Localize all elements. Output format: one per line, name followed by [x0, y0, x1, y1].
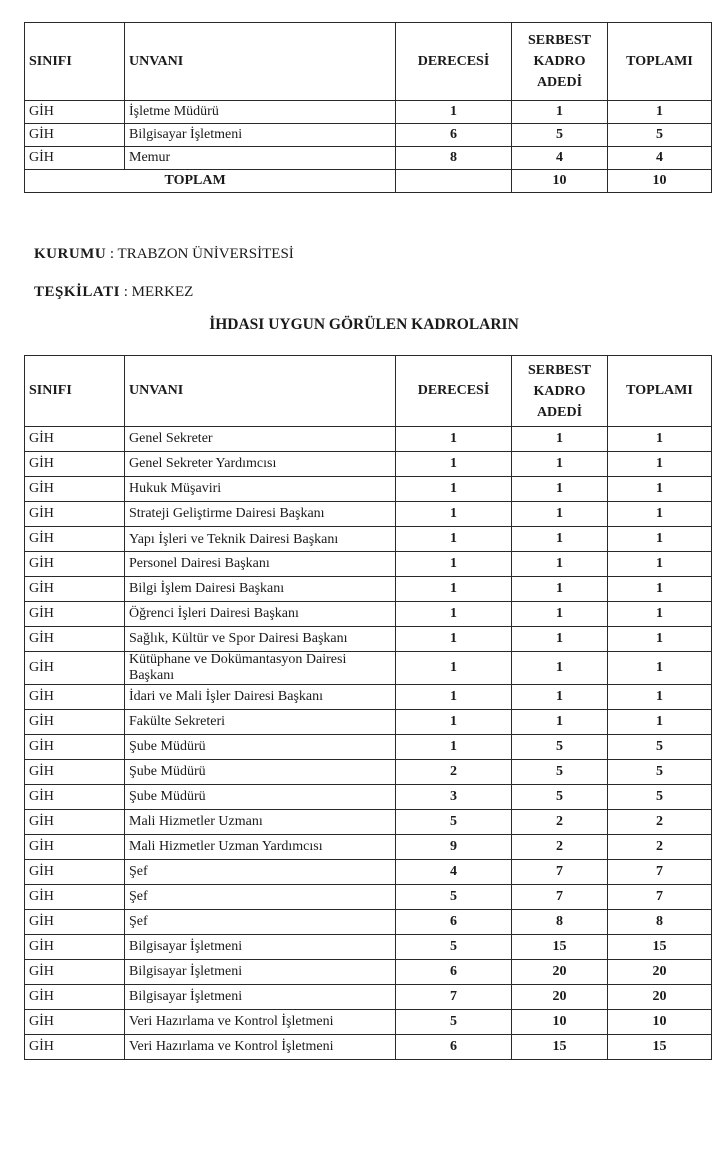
- cell-sinifi: GİH: [25, 735, 125, 760]
- section-heading: İHDASI UYGUN GÖRÜLEN KADROLARIN: [209, 316, 519, 333]
- cell-unvani: Genel Sekreter Yardımcısı: [125, 452, 396, 477]
- cell-derecesi: 7: [396, 985, 512, 1010]
- cell-toplami: 1: [608, 502, 712, 527]
- cell-sinifi: GİH: [25, 1010, 125, 1035]
- cell-sinifi: GİH: [25, 760, 125, 785]
- cell-toplami: 1: [608, 627, 712, 652]
- cell-sinifi: GİH: [25, 785, 125, 810]
- cell-derecesi: 1: [396, 477, 512, 502]
- cell-serbest-kadro: 1: [512, 452, 608, 477]
- organization-label: TEŞKİLATI: [34, 284, 120, 300]
- cell-toplami: 1: [608, 710, 712, 735]
- table-row: [25, 685, 712, 710]
- table-row: [25, 124, 712, 147]
- cell-serbest-kadro: 1: [512, 652, 608, 685]
- cell-unvani: Hukuk Müşaviri: [125, 477, 396, 502]
- table-row: [25, 810, 712, 835]
- cell-serbest-kadro: 5: [512, 124, 608, 147]
- cell-toplami: 1: [608, 452, 712, 477]
- cell-toplami: 1: [608, 477, 712, 502]
- cell-derecesi: 1: [396, 527, 512, 552]
- cell-unvani: Şef: [125, 910, 396, 935]
- total-serbest: 10: [512, 170, 608, 193]
- cell-derecesi: 5: [396, 935, 512, 960]
- header-sinifi: SINIFI: [25, 23, 125, 101]
- cell-serbest-kadro: 1: [512, 552, 608, 577]
- cell-serbest-kadro: 20: [512, 960, 608, 985]
- cell-unvani: Şef: [125, 860, 396, 885]
- cell-sinifi: GİH: [25, 627, 125, 652]
- institution-line: [34, 246, 294, 263]
- cell-serbest-kadro: 1: [512, 710, 608, 735]
- table-row: [25, 885, 712, 910]
- table-row: [25, 835, 712, 860]
- cell-sinifi: GİH: [25, 885, 125, 910]
- cell-sinifi: GİH: [25, 710, 125, 735]
- table-row: [25, 101, 712, 124]
- cell-serbest-kadro: 1: [512, 577, 608, 602]
- cell-serbest-kadro: 5: [512, 735, 608, 760]
- header-sinifi: SINIFI: [25, 356, 125, 427]
- cell-serbest-kadro: 1: [512, 627, 608, 652]
- header-toplami: TOPLAMI: [608, 356, 712, 427]
- cell-empty: [25, 170, 125, 193]
- table-row: [25, 1010, 712, 1035]
- table-header-row: [25, 356, 712, 427]
- cell-serbest-kadro: 7: [512, 885, 608, 910]
- cell-toplami: 1: [608, 577, 712, 602]
- organization-line: [34, 284, 193, 301]
- table-row: [25, 910, 712, 935]
- cell-toplami: 1: [608, 652, 712, 685]
- cell-toplami: 8: [608, 910, 712, 935]
- cell-sinifi: GİH: [25, 527, 125, 552]
- cell-toplami: 2: [608, 835, 712, 860]
- cell-derecesi: 6: [396, 1035, 512, 1060]
- cell-sinifi: GİH: [25, 101, 125, 124]
- table-row: [25, 552, 712, 577]
- header-derecesi: DERECESİ: [396, 356, 512, 427]
- cell-serbest-kadro: 1: [512, 427, 608, 452]
- cell-toplami: 1: [608, 427, 712, 452]
- cell-derecesi: 9: [396, 835, 512, 860]
- cell-unvani: Öğrenci İşleri Dairesi Başkanı: [125, 602, 396, 627]
- total-toplam: 10: [608, 170, 712, 193]
- cell-derecesi: 6: [396, 960, 512, 985]
- cell-serbest-kadro: 1: [512, 527, 608, 552]
- cell-unvani: Mali Hizmetler Uzmanı: [125, 810, 396, 835]
- cell-toplami: 5: [608, 735, 712, 760]
- cell-sinifi: GİH: [25, 452, 125, 477]
- cell-unvani: Şube Müdürü: [125, 735, 396, 760]
- cell-toplami: 10: [608, 1010, 712, 1035]
- cell-derecesi: 6: [396, 124, 512, 147]
- cell-derecesi: 1: [396, 552, 512, 577]
- cell-derecesi: 3: [396, 785, 512, 810]
- table-new-positions: [24, 355, 712, 1060]
- header-toplami: TOPLAMI: [608, 23, 712, 101]
- cell-unvani: Fakülte Sekreteri: [125, 710, 396, 735]
- cell-unvani: Memur: [125, 147, 396, 170]
- cell-serbest-kadro: 2: [512, 835, 608, 860]
- cell-sinifi: GİH: [25, 860, 125, 885]
- cell-unvani: Bilgisayar İşletmeni: [125, 124, 396, 147]
- cell-unvani: Strateji Geliştirme Dairesi Başkanı: [125, 502, 396, 527]
- table-row: [25, 985, 712, 1010]
- table-row: [25, 147, 712, 170]
- cell-serbest-kadro: 5: [512, 760, 608, 785]
- cell-unvani: Şube Müdürü: [125, 785, 396, 810]
- table-row: [25, 527, 712, 552]
- cell-unvani: Şef: [125, 885, 396, 910]
- header-unvani: UNVANI: [125, 356, 396, 427]
- header-derecesi: DERECESİ: [396, 23, 512, 101]
- cell-toplami: 20: [608, 960, 712, 985]
- cell-serbest-kadro: 15: [512, 1035, 608, 1060]
- cell-serbest-kadro: 15: [512, 935, 608, 960]
- cell-serbest-kadro: 2: [512, 810, 608, 835]
- cell-derecesi: 1: [396, 101, 512, 124]
- cell-sinifi: GİH: [25, 124, 125, 147]
- cell-serbest-kadro: 20: [512, 985, 608, 1010]
- institution-value: : TRABZON ÜNİVERSİTESİ: [109, 246, 294, 262]
- cell-serbest-kadro: 1: [512, 477, 608, 502]
- table-row: [25, 502, 712, 527]
- total-label: TOPLAM: [125, 170, 396, 193]
- cell-derecesi: 1: [396, 602, 512, 627]
- cell-toplami: 5: [608, 760, 712, 785]
- cell-sinifi: GİH: [25, 552, 125, 577]
- table-row: [25, 860, 712, 885]
- cell-derecesi: 5: [396, 885, 512, 910]
- cell-unvani: Veri Hazırlama ve Kontrol İşletmeni: [125, 1010, 396, 1035]
- cell-toplami: 2: [608, 810, 712, 835]
- cell-sinifi: GİH: [25, 960, 125, 985]
- cell-derecesi: 4: [396, 860, 512, 885]
- table-row: [25, 427, 712, 452]
- cell-toplami: 1: [608, 602, 712, 627]
- cell-unvani: Bilgisayar İşletmeni: [125, 985, 396, 1010]
- cell-toplami: 5: [608, 124, 712, 147]
- table-row: [25, 1035, 712, 1060]
- cell-derecesi: 1: [396, 685, 512, 710]
- table-row: [25, 935, 712, 960]
- cell-toplami: 5: [608, 785, 712, 810]
- cell-sinifi: GİH: [25, 935, 125, 960]
- cell-sinifi: GİH: [25, 835, 125, 860]
- table-row: [25, 652, 712, 685]
- table-row: [25, 452, 712, 477]
- cell-derecesi: 1: [396, 452, 512, 477]
- cell-derecesi: 1: [396, 427, 512, 452]
- cell-serbest-kadro: 5: [512, 785, 608, 810]
- table-row: [25, 960, 712, 985]
- cell-unvani: Bilgi İşlem Dairesi Başkanı: [125, 577, 396, 602]
- cell-derecesi: 8: [396, 147, 512, 170]
- cell-derecesi: 1: [396, 710, 512, 735]
- cell-derecesi: 1: [396, 627, 512, 652]
- cell-sinifi: GİH: [25, 427, 125, 452]
- cell-derecesi: 1: [396, 735, 512, 760]
- cell-empty: [396, 170, 512, 193]
- institution-label: KURUMU: [34, 246, 107, 262]
- cell-serbest-kadro: 7: [512, 860, 608, 885]
- cell-toplami: 7: [608, 860, 712, 885]
- table-row: [25, 602, 712, 627]
- cell-derecesi: 1: [396, 652, 512, 685]
- cell-derecesi: 1: [396, 577, 512, 602]
- table-row: [25, 710, 712, 735]
- header-serbest-kadro: SERBEST KADRO ADEDİ: [512, 356, 608, 427]
- cell-derecesi: 5: [396, 810, 512, 835]
- cell-unvani: Sağlık, Kültür ve Spor Dairesi Başkanı: [125, 627, 396, 652]
- cell-sinifi: GİH: [25, 985, 125, 1010]
- cell-serbest-kadro: 10: [512, 1010, 608, 1035]
- cell-unvani: İşletme Müdürü: [125, 101, 396, 124]
- cell-serbest-kadro: 1: [512, 502, 608, 527]
- cell-toplami: 1: [608, 552, 712, 577]
- cell-unvani: Bilgisayar İşletmeni: [125, 960, 396, 985]
- cell-sinifi: GİH: [25, 910, 125, 935]
- cell-sinifi: GİH: [25, 602, 125, 627]
- cell-derecesi: 5: [396, 1010, 512, 1035]
- cell-sinifi: GİH: [25, 810, 125, 835]
- table-row: [25, 627, 712, 652]
- organization-value: : MERKEZ: [123, 284, 194, 300]
- cell-toplami: 15: [608, 935, 712, 960]
- cell-sinifi: GİH: [25, 1035, 125, 1060]
- cell-serbest-kadro: 1: [512, 685, 608, 710]
- cell-unvani: Genel Sekreter: [125, 427, 396, 452]
- cell-sinifi: GİH: [25, 477, 125, 502]
- header-serbest-kadro: SERBEST KADRO ADEDİ: [512, 23, 608, 101]
- cell-toplami: 20: [608, 985, 712, 1010]
- cell-sinifi: GİH: [25, 685, 125, 710]
- table-row: [25, 785, 712, 810]
- cell-unvani: Kütüphane ve Dokümantasyon Dairesi Başkanı: [125, 652, 396, 685]
- header-unvani: UNVANI: [125, 23, 396, 101]
- cell-serbest-kadro: 1: [512, 602, 608, 627]
- total-row: [25, 170, 712, 193]
- cell-serbest-kadro: 4: [512, 147, 608, 170]
- cell-sinifi: GİH: [25, 652, 125, 685]
- cell-unvani: Veri Hazırlama ve Kontrol İşletmeni: [125, 1035, 396, 1060]
- cell-unvani: Mali Hizmetler Uzman Yardımcısı: [125, 835, 396, 860]
- cell-toplami: 7: [608, 885, 712, 910]
- cell-derecesi: 1: [396, 502, 512, 527]
- cell-toplami: 1: [608, 685, 712, 710]
- cell-unvani: İdari ve Mali İşler Dairesi Başkanı: [125, 685, 396, 710]
- cell-sinifi: GİH: [25, 502, 125, 527]
- table-row: [25, 760, 712, 785]
- table-row: [25, 477, 712, 502]
- cell-derecesi: 6: [396, 910, 512, 935]
- cell-unvani: Bilgisayar İşletmeni: [125, 935, 396, 960]
- cell-toplami: 1: [608, 101, 712, 124]
- cell-serbest-kadro: 8: [512, 910, 608, 935]
- table-row: [25, 577, 712, 602]
- cell-sinifi: GİH: [25, 577, 125, 602]
- cell-sinifi: GİH: [25, 147, 125, 170]
- cell-toplami: 4: [608, 147, 712, 170]
- table-existing-positions: [24, 22, 712, 193]
- cell-derecesi: 2: [396, 760, 512, 785]
- cell-unvani: Şube Müdürü: [125, 760, 396, 785]
- cell-toplami: 1: [608, 527, 712, 552]
- cell-serbest-kadro: 1: [512, 101, 608, 124]
- cell-unvani: Yapı İşleri ve Teknik Dairesi Başkanı: [125, 527, 396, 552]
- cell-unvani: Personel Dairesi Başkanı: [125, 552, 396, 577]
- cell-toplami: 15: [608, 1035, 712, 1060]
- table-header-row: [25, 23, 712, 101]
- table-row: [25, 735, 712, 760]
